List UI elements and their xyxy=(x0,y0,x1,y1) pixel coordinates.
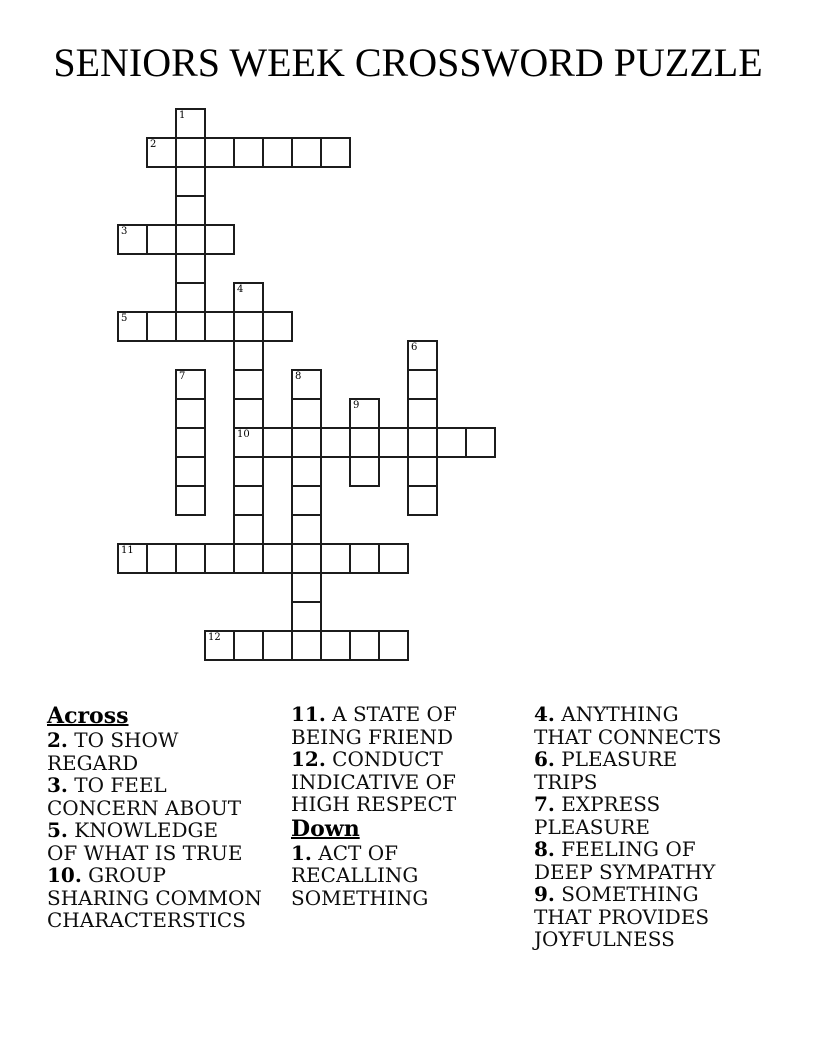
grid-cell[interactable] xyxy=(146,543,177,574)
grid-cell[interactable] xyxy=(175,108,206,139)
clue-number: 3. xyxy=(47,773,68,797)
cell-number: 4 xyxy=(237,284,244,295)
grid-cell[interactable] xyxy=(204,311,235,342)
grid-cell[interactable] xyxy=(233,630,264,661)
grid-cell[interactable] xyxy=(233,456,264,487)
grid-cell[interactable] xyxy=(233,311,264,342)
grid-cell[interactable] xyxy=(407,398,438,429)
cell-number: 11 xyxy=(121,545,134,556)
clue-down-1: 1. ACT OF RECALLING SOMETHING xyxy=(291,840,429,910)
grid-cell[interactable] xyxy=(291,543,322,574)
clue-down-8: 8. FEELING OF DEEP SYMPATHY xyxy=(534,837,716,884)
grid-cell[interactable] xyxy=(407,485,438,516)
grid-cell[interactable] xyxy=(233,543,264,574)
grid-cell[interactable] xyxy=(233,369,264,400)
clue-number: 2. xyxy=(47,728,68,752)
grid-cell[interactable] xyxy=(262,427,293,458)
grid-cell[interactable] xyxy=(320,137,351,168)
grid-cell[interactable] xyxy=(465,427,496,458)
grid-cell[interactable] xyxy=(233,282,264,313)
clue-down-6: 6. PLEASURE TRIPS xyxy=(534,747,678,794)
grid-cell[interactable] xyxy=(146,224,177,255)
grid-cell[interactable] xyxy=(175,137,206,168)
grid-cell[interactable] xyxy=(407,340,438,371)
grid-cell[interactable] xyxy=(175,369,206,400)
clue-across-12: 12. CONDUCT INDICATIVE OF HIGH RESPECT xyxy=(291,747,457,816)
clue-across-2: 2. TO SHOW REGARD xyxy=(47,728,179,775)
clues-column-2 xyxy=(291,703,517,909)
grid-cell[interactable] xyxy=(233,427,264,458)
clue-number: 1. xyxy=(291,840,312,865)
clue-number: 11. xyxy=(291,702,326,726)
grid-cell[interactable] xyxy=(291,369,322,400)
clue-number: 9. xyxy=(534,882,555,906)
clue-across-10: 10. GROUP SHARING COMMON CHARACTERSTICS xyxy=(47,863,262,932)
grid-cell[interactable] xyxy=(175,282,206,313)
grid-cell[interactable] xyxy=(349,630,380,661)
grid-cell[interactable] xyxy=(320,427,351,458)
clues-column-3 xyxy=(534,703,774,951)
cell-number: 2 xyxy=(150,139,157,150)
clue-across-5: 5. KNOWLEDGE OF WHAT IS TRUE xyxy=(47,818,243,865)
grid-cell[interactable] xyxy=(291,427,322,458)
grid-cell[interactable] xyxy=(233,137,264,168)
grid-cell[interactable] xyxy=(233,398,264,429)
grid-cell[interactable] xyxy=(320,543,351,574)
clue-number: 10. xyxy=(47,863,82,887)
grid-cell[interactable] xyxy=(320,630,351,661)
clues-heading-across: Across xyxy=(47,703,129,729)
cell-number: 5 xyxy=(121,313,128,324)
grid-cell[interactable] xyxy=(204,137,235,168)
cell-number: 3 xyxy=(121,226,128,237)
grid-cell[interactable] xyxy=(291,398,322,429)
grid-cell[interactable] xyxy=(175,543,206,574)
clue-across-3: 3. TO FEEL CONCERN ABOUT xyxy=(47,773,242,820)
clues-heading-down: Down xyxy=(291,815,360,842)
grid-cell[interactable] xyxy=(378,630,409,661)
grid-cell[interactable] xyxy=(407,369,438,400)
clue-number: 5. xyxy=(47,818,68,842)
grid-cell[interactable] xyxy=(204,224,235,255)
grid-cell[interactable] xyxy=(117,311,148,342)
cell-number: 6 xyxy=(411,342,418,353)
cell-number: 1 xyxy=(179,110,186,121)
grid-cell[interactable] xyxy=(291,572,322,603)
cell-number: 10 xyxy=(237,429,250,440)
grid-cell[interactable] xyxy=(436,427,467,458)
grid-cell[interactable] xyxy=(291,514,322,545)
clue-number: 8. xyxy=(534,837,555,861)
grid-cell[interactable] xyxy=(175,485,206,516)
grid-cell[interactable] xyxy=(407,456,438,487)
grid-cell[interactable] xyxy=(146,137,177,168)
cell-number: 7 xyxy=(179,371,186,382)
grid-cell[interactable] xyxy=(233,485,264,516)
clues-column-1 xyxy=(47,703,299,932)
grid-cell[interactable] xyxy=(175,311,206,342)
grid-cell[interactable] xyxy=(262,137,293,168)
clue-number: 4. xyxy=(534,702,555,726)
grid-cell[interactable] xyxy=(349,456,380,487)
grid-cell[interactable] xyxy=(117,224,148,255)
cell-number: 12 xyxy=(208,632,221,643)
grid-cell[interactable] xyxy=(378,543,409,574)
cell-number: 8 xyxy=(295,371,302,382)
grid-cell[interactable] xyxy=(204,630,235,661)
grid-cell[interactable] xyxy=(175,398,206,429)
grid-cell[interactable] xyxy=(407,427,438,458)
grid-cell[interactable] xyxy=(175,456,206,487)
grid-cell[interactable] xyxy=(146,311,177,342)
grid-cell[interactable] xyxy=(349,543,380,574)
grid-cell[interactable] xyxy=(262,630,293,661)
grid-cell[interactable] xyxy=(291,630,322,661)
grid-cell[interactable] xyxy=(291,456,322,487)
grid-cell[interactable] xyxy=(349,427,380,458)
clue-down-4: 4. ANYTHING THAT CONNECTS xyxy=(534,702,722,749)
grid-cell[interactable] xyxy=(175,253,206,284)
grid-cell[interactable] xyxy=(117,543,148,574)
grid-cell[interactable] xyxy=(378,427,409,458)
grid-cell[interactable] xyxy=(204,543,235,574)
grid-cell[interactable] xyxy=(175,427,206,458)
grid-cell[interactable] xyxy=(175,166,206,197)
grid-cell[interactable] xyxy=(233,514,264,545)
clue-down-7: 7. EXPRESS PLEASURE xyxy=(534,792,661,839)
page-title: SENIORS WEEK CROSSWORD PUZZLE xyxy=(53,40,763,85)
grid-cell[interactable] xyxy=(349,398,380,429)
grid-cell[interactable] xyxy=(233,340,264,371)
grid-cell[interactable] xyxy=(291,485,322,516)
cell-number: 9 xyxy=(353,400,360,411)
grid-cell[interactable] xyxy=(291,601,322,632)
clue-number: 6. xyxy=(534,747,555,771)
clue-across-11: 11. A STATE OF BEING FRIEND xyxy=(291,702,457,749)
grid-cell[interactable] xyxy=(262,543,293,574)
grid-cell[interactable] xyxy=(291,137,322,168)
clue-number: 7. xyxy=(534,792,555,816)
grid-cell[interactable] xyxy=(262,311,293,342)
grid-cell[interactable] xyxy=(175,195,206,226)
clue-number: 12. xyxy=(291,747,326,771)
grid-cell[interactable] xyxy=(175,224,206,255)
clue-down-9: 9. SOMETHING THAT PROVIDES JOYFULNESS xyxy=(534,882,710,951)
